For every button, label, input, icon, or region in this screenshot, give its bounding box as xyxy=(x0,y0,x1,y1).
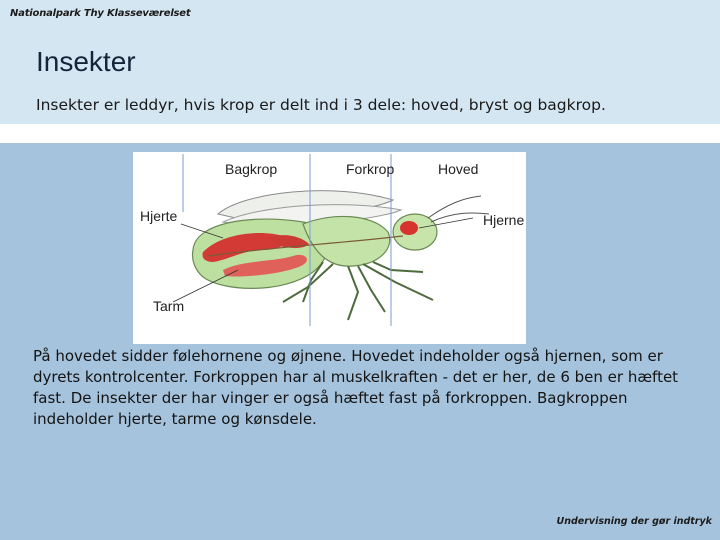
label-tarm: Tarm xyxy=(153,298,185,314)
footer-brand-logo: Undervisning der gør indtryk xyxy=(556,516,712,527)
insect-figure xyxy=(133,152,526,344)
insect-illustration xyxy=(133,152,526,344)
label-hjerne: Hjerne xyxy=(483,212,525,228)
label-hjerte: Hjerte xyxy=(140,208,178,224)
header-brand-logo: Nationalpark Thy Klasseværelset xyxy=(10,8,191,19)
label-bagkrop: Bagkrop xyxy=(225,161,278,177)
label-forkrop: Forkrop xyxy=(346,161,395,177)
page-subtitle: Insekter er leddyr, hvis krop er delt ind i 3 dele: hoved, bryst og bagkrop. xyxy=(36,96,606,114)
body-paragraph: På hovedet sidder følehornene og øjnene. Hovedet indeholder også hjernen, som er dyrets kontrolcenter. Forkroppen har al muskelkraften - det er her, de 6 ben er hæftet fast. De insekter der har vinger er også hæftet fast på forkroppen. Bagkroppen indeholder hjerte, tarme og kønsdele. xyxy=(33,347,679,428)
label-hoved: Hoved xyxy=(438,161,479,177)
page-title: Insekter xyxy=(36,46,136,77)
